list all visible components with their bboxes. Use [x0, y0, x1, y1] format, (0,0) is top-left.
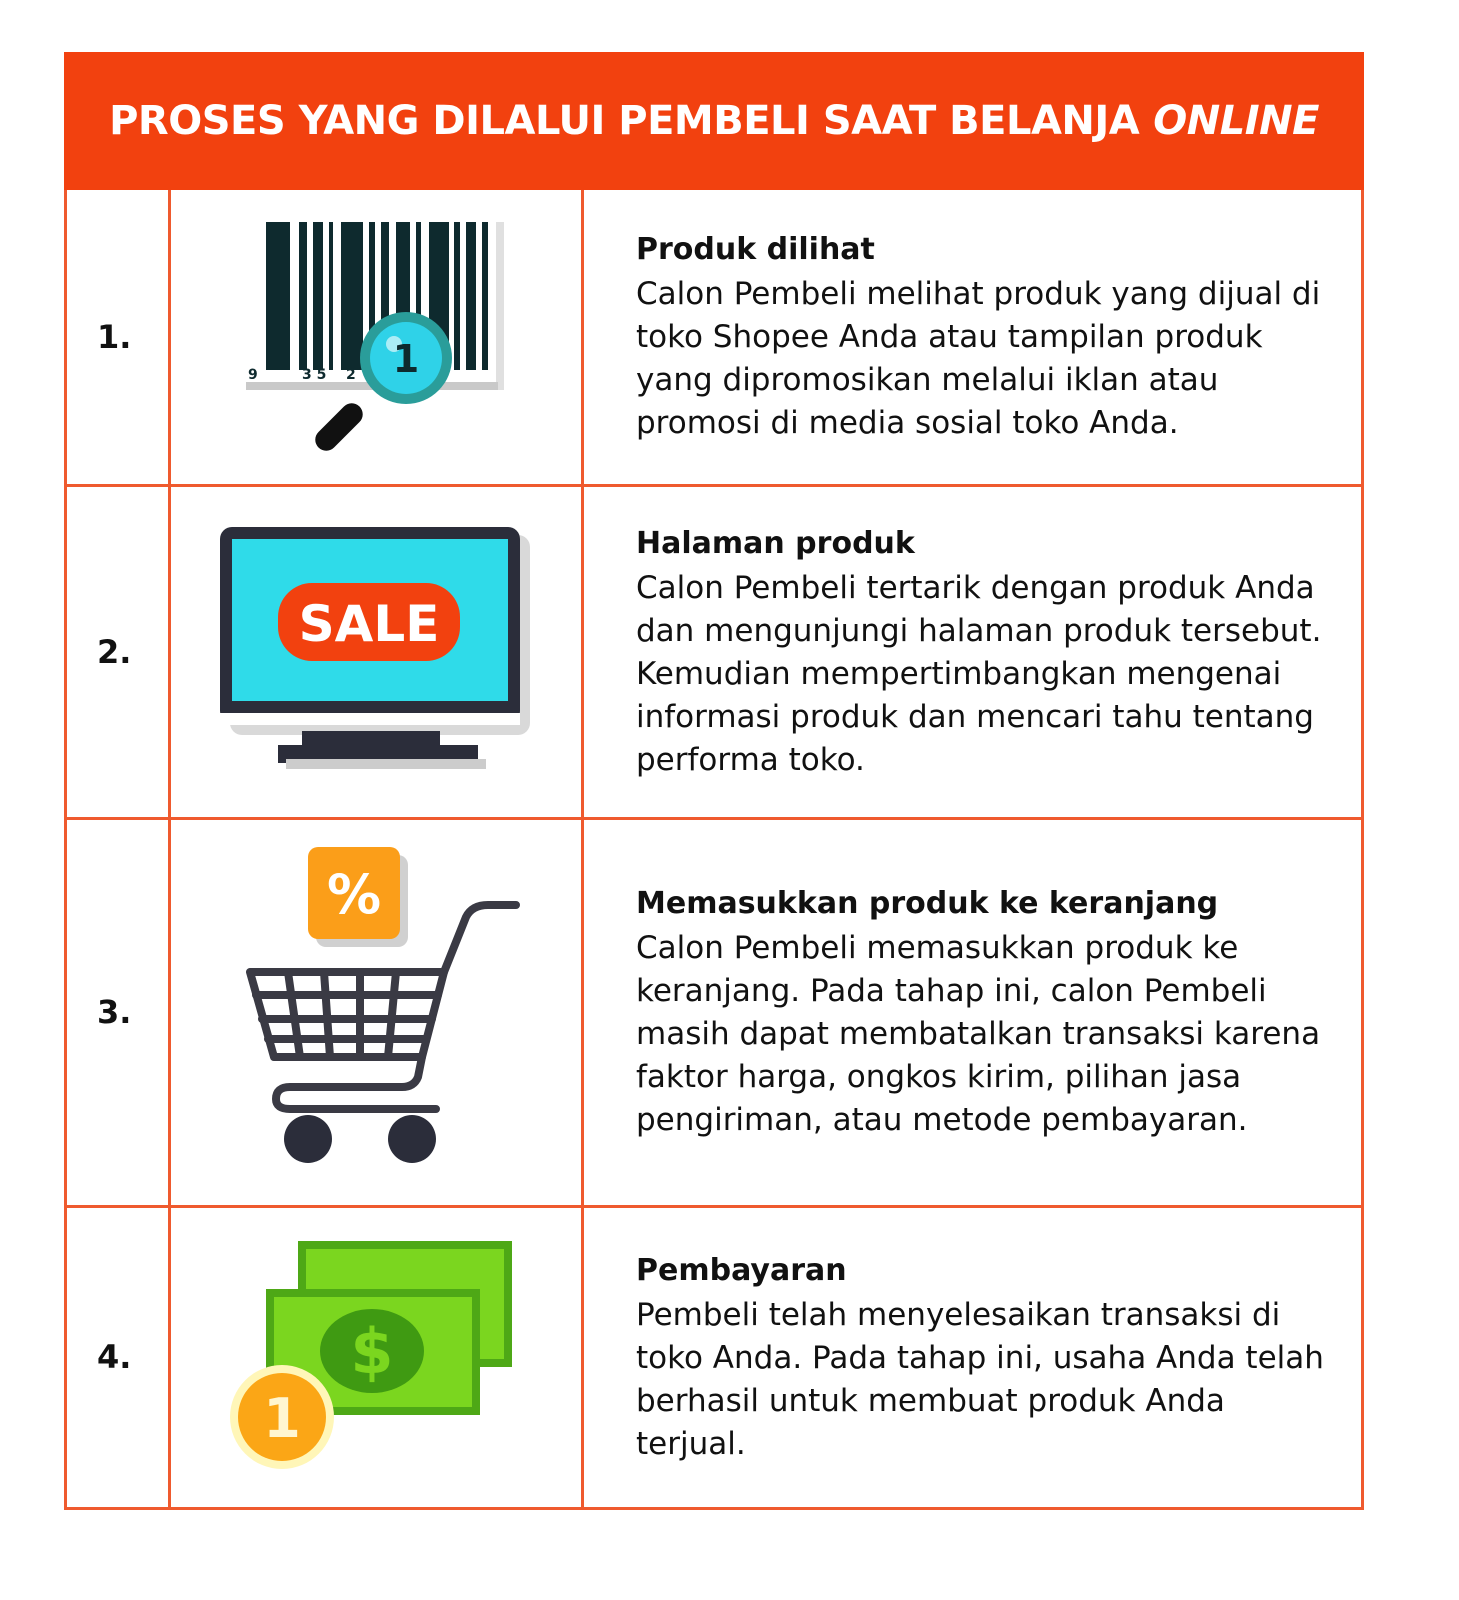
- step-row: [66, 818, 1363, 1206]
- money-coin-icon: [226, 1237, 526, 1477]
- sale-label: SALE: [298, 594, 440, 653]
- dollar-symbol: $: [350, 1315, 394, 1388]
- step-row: [66, 190, 1363, 485]
- coin-label: 1: [263, 1387, 301, 1450]
- step-number: 2.: [66, 485, 170, 818]
- step-title: Pembayaran: [636, 1252, 847, 1288]
- steps-table: [64, 190, 1364, 1510]
- shopping-cart-icon: [226, 847, 526, 1177]
- barcode-digit: 9: [248, 366, 258, 383]
- step-number: 3.: [66, 818, 170, 1206]
- magnifier-label: 1: [392, 336, 420, 381]
- header-banner: [64, 52, 1364, 190]
- discount-label: %: [326, 863, 382, 926]
- step-row: [66, 485, 1363, 818]
- step-row: [66, 1206, 1363, 1508]
- barcode-magnifier-icon: [226, 212, 526, 462]
- step-description: Calon Pembeli tertarik dengan produk Anda dan mengunjungi halaman produk tersebut. Kemudian mempertimbangkan mengenai informasi produk dan mencari tahu tentang performa toko.: [636, 569, 1322, 778]
- process-card: [64, 52, 1364, 1510]
- page-title-emphasis: ONLINE: [1153, 98, 1319, 144]
- step-number: 4.: [66, 1206, 170, 1508]
- step-description: Pembeli telah menyelesaikan transaksi di toko Anda. Pada tahap ini, usaha Anda telah berhasil untuk membuat produk Anda terjual.: [636, 1296, 1324, 1462]
- step-title: Produk dilihat: [636, 232, 875, 268]
- step-title: Memasukkan produk ke keranjang: [636, 886, 1219, 921]
- barcode-digit: 3 5: [302, 366, 327, 383]
- step-number: 1.: [66, 190, 170, 485]
- step-description: Calon Pembeli memasukkan produk ke keranjang. Pada tahap ini, calon Pembeli masih dapat membatalkan transaksi karena faktor harga, ongkos kirim, pilihan jasa pengiriman, atau metode pembayaran.: [636, 930, 1321, 1138]
- step-description: Calon Pembeli melihat produk yang dijual di toko Shopee Anda atau tampilan produk yang dipromosikan melalui iklan atau promosi di media sosial toko Anda.: [636, 276, 1321, 442]
- step-title: Halaman produk: [636, 525, 915, 561]
- monitor-sale-icon: [216, 527, 536, 777]
- barcode-digit: 2: [346, 366, 356, 383]
- page-title: PROSES YANG DILALUI PEMBELI SAAT BELANJA: [109, 98, 1140, 144]
